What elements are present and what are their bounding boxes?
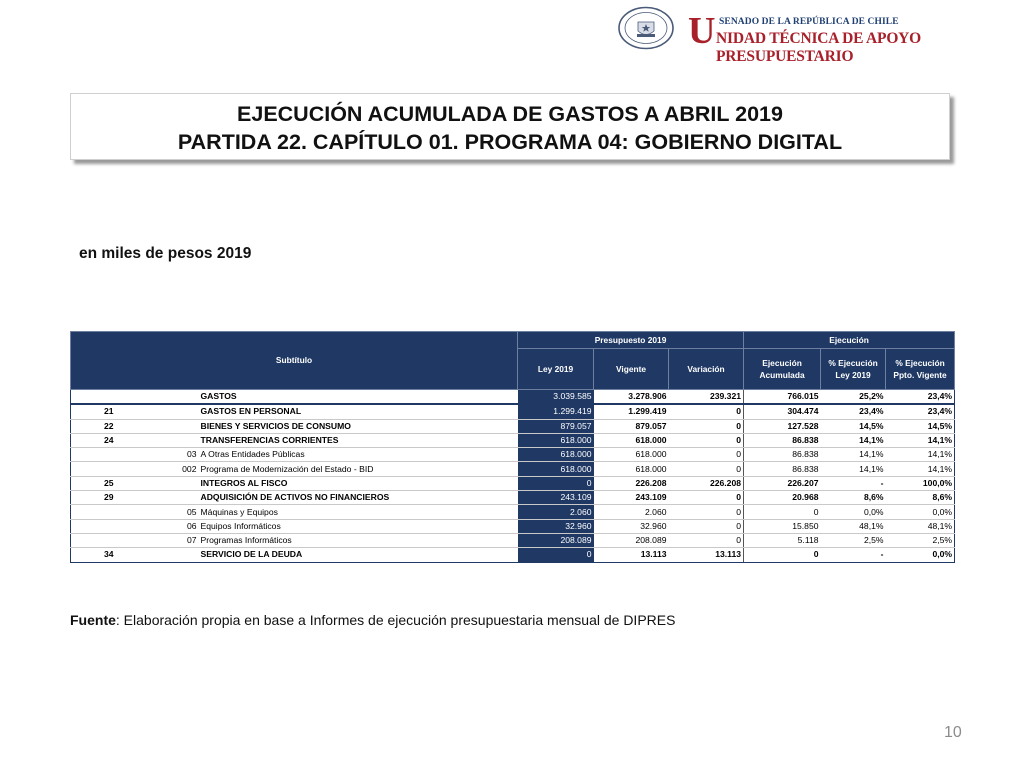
cell-item: 03	[147, 448, 199, 462]
table-row	[71, 448, 955, 462]
cell-variacion: 0	[669, 533, 744, 547]
cell-item: 07	[147, 533, 199, 547]
cell-variacion: 0	[669, 505, 744, 519]
table-row	[71, 491, 955, 505]
cell-vigente: 618.000	[594, 462, 669, 476]
cell-ley: 0	[518, 476, 594, 490]
cell-denominacion: Máquinas y Equipos	[199, 505, 518, 519]
cell-subtitulo: 25	[71, 476, 147, 490]
cell-pct-vigente: 0,0%	[886, 548, 955, 562]
cell-ejecucion: 766.015	[744, 390, 821, 405]
header-pct-vigente: % Ejecución Ppto. Vigente	[886, 349, 955, 390]
table-row	[71, 519, 955, 533]
cell-ejecucion: 304.474	[744, 404, 821, 419]
cell-item: 05	[147, 505, 199, 519]
cell-variacion: 0	[669, 433, 744, 447]
cell-denominacion: INTEGROS AL FISCO	[199, 476, 518, 490]
table-row	[71, 505, 955, 519]
cell-pct-vigente: 48,1%	[886, 519, 955, 533]
cell-pct-vigente: 2,5%	[886, 533, 955, 547]
cell-ejecucion: 0	[744, 548, 821, 562]
cell-ley: 879.057	[518, 419, 594, 433]
cell-vigente: 243.109	[594, 491, 669, 505]
cell-pct-ley: 14,5%	[821, 419, 886, 433]
cell-item	[147, 548, 199, 562]
header-ejecucion: Ejecución	[744, 332, 955, 349]
cell-variacion: 0	[669, 419, 744, 433]
cell-pct-ley: 14,1%	[821, 462, 886, 476]
cell-pct-ley: 8,6%	[821, 491, 886, 505]
header-ejecucion-acumulada: Ejecución Acumulada	[744, 349, 821, 390]
cell-pct-ley: 25,2%	[821, 390, 886, 405]
page-number: 10	[944, 724, 962, 741]
cell-variacion: 13.113	[669, 548, 744, 562]
cell-pct-vigente: 14,1%	[886, 448, 955, 462]
header-pct-ley: % Ejecución Ley 2019	[821, 349, 886, 390]
cell-item	[147, 404, 199, 419]
cell-variacion: 0	[669, 491, 744, 505]
table-row	[71, 419, 955, 433]
source-text: : Elaboración propia en base a Informes de ejecución presupuestaria mensual de DIPRES	[115, 612, 676, 628]
cell-denominacion: Equipos Informáticos	[199, 519, 518, 533]
units-label: en miles de pesos 2019	[79, 245, 252, 262]
cell-ejecucion: 0	[744, 505, 821, 519]
cell-vigente: 208.089	[594, 533, 669, 547]
budget-table	[70, 331, 955, 563]
cell-pct-vigente: 14,1%	[886, 433, 955, 447]
cell-subtitulo: 21	[71, 404, 147, 419]
cell-pct-ley: 2,5%	[821, 533, 886, 547]
cell-pct-vigente: 0,0%	[886, 505, 955, 519]
cell-ejecucion: 86.838	[744, 448, 821, 462]
brand-initial: U	[688, 10, 716, 52]
cell-subtitulo	[71, 533, 147, 547]
cell-pct-ley: 0,0%	[821, 505, 886, 519]
cell-item	[147, 390, 199, 405]
cell-item: 06	[147, 519, 199, 533]
cell-subtitulo	[71, 390, 147, 405]
brand-senate-text: SENADO DE LA REPÚBLICA DE CHILE	[719, 17, 899, 27]
cell-item	[147, 476, 199, 490]
cell-pct-ley: -	[821, 476, 886, 490]
cell-ley: 2.060	[518, 505, 594, 519]
cell-ejecucion: 5.118	[744, 533, 821, 547]
header-subtitulo: Subtítulo	[71, 332, 518, 390]
cell-item	[147, 433, 199, 447]
cell-denominacion: GASTOS EN PERSONAL	[199, 404, 518, 419]
cell-subtitulo	[71, 519, 147, 533]
slide-title-box	[70, 93, 950, 160]
title-line-2: PARTIDA 22. CAPÍTULO 01. PROGRAMA 04: GOBIERNO DIGITAL	[177, 130, 843, 154]
header-presupuesto: Presupuesto 2019	[518, 332, 744, 349]
cell-vigente: 3.278.906	[594, 390, 669, 405]
cell-variacion: 0	[669, 404, 744, 419]
cell-pct-vigente: 14,5%	[886, 419, 955, 433]
cell-ley: 1.299.419	[518, 404, 594, 419]
cell-pct-ley: 23,4%	[821, 404, 886, 419]
cell-denominacion: TRANSFERENCIAS CORRIENTES	[199, 433, 518, 447]
source-label: Fuente	[70, 612, 116, 628]
cell-ley: 618.000	[518, 433, 594, 447]
cell-subtitulo: 34	[71, 548, 147, 562]
cell-vigente: 2.060	[594, 505, 669, 519]
cell-denominacion: BIENES Y SERVICIOS DE CONSUMO	[199, 419, 518, 433]
senate-seal-icon	[617, 6, 675, 50]
cell-vigente: 226.208	[594, 476, 669, 490]
cell-variacion: 0	[669, 462, 744, 476]
cell-vigente: 879.057	[594, 419, 669, 433]
table-row	[71, 462, 955, 476]
cell-variacion: 0	[669, 448, 744, 462]
cell-pct-vigente: 23,4%	[886, 390, 955, 405]
cell-subtitulo	[71, 448, 147, 462]
cell-vigente: 618.000	[594, 448, 669, 462]
header-variacion: Variación	[669, 349, 744, 390]
cell-ley: 0	[518, 548, 594, 562]
cell-vigente: 618.000	[594, 433, 669, 447]
table-row	[71, 404, 955, 419]
cell-item	[147, 491, 199, 505]
cell-ejecucion: 127.528	[744, 419, 821, 433]
cell-ley: 618.000	[518, 462, 594, 476]
cell-vigente: 32.960	[594, 519, 669, 533]
cell-vigente: 13.113	[594, 548, 669, 562]
cell-pct-ley: 48,1%	[821, 519, 886, 533]
cell-ley: 3.039.585	[518, 390, 594, 405]
header-vigente: Vigente	[594, 349, 669, 390]
cell-ley: 243.109	[518, 491, 594, 505]
cell-subtitulo	[71, 505, 147, 519]
brand-unit-name: NIDAD TÉCNICA DE APOYO PRESUPUESTARIO	[716, 30, 922, 65]
cell-pct-vigente: 100,0%	[886, 476, 955, 490]
cell-subtitulo: 29	[71, 491, 147, 505]
cell-denominacion: GASTOS	[199, 390, 518, 405]
cell-pct-vigente: 23,4%	[886, 404, 955, 419]
cell-denominacion: Programas Informáticos	[199, 533, 518, 547]
cell-pct-vigente: 8,6%	[886, 491, 955, 505]
cell-pct-vigente: 14,1%	[886, 462, 955, 476]
cell-denominacion: Programa de Modernización del Estado - BID	[199, 462, 518, 476]
cell-ejecucion: 226.207	[744, 476, 821, 490]
cell-pct-ley: 14,1%	[821, 448, 886, 462]
cell-variacion: 239.321	[669, 390, 744, 405]
cell-ejecucion: 86.838	[744, 433, 821, 447]
table-row	[71, 533, 955, 547]
cell-subtitulo: 24	[71, 433, 147, 447]
cell-ejecucion: 86.838	[744, 462, 821, 476]
cell-ejecucion: 20.968	[744, 491, 821, 505]
cell-ejecucion: 15.850	[744, 519, 821, 533]
table-row	[71, 548, 955, 562]
cell-pct-ley: 14,1%	[821, 433, 886, 447]
cell-denominacion: A Otras Entidades Públicas	[199, 448, 518, 462]
cell-subtitulo	[71, 462, 147, 476]
table-row	[71, 476, 955, 490]
source-note	[70, 612, 675, 628]
cell-ley: 32.960	[518, 519, 594, 533]
cell-denominacion: ADQUISICIÓN DE ACTIVOS NO FINANCIEROS	[199, 491, 518, 505]
cell-item: 002	[147, 462, 199, 476]
table-row	[71, 433, 955, 447]
title-line-1: EJECUCIÓN ACUMULADA DE GASTOS A ABRIL 2019	[237, 102, 783, 126]
cell-item	[147, 419, 199, 433]
cell-vigente: 1.299.419	[594, 404, 669, 419]
cell-denominacion: SERVICIO DE LA DEUDA	[199, 548, 518, 562]
cell-ley: 618.000	[518, 448, 594, 462]
header-ley: Ley 2019	[518, 349, 594, 390]
cell-ley: 208.089	[518, 533, 594, 547]
table-row	[71, 390, 955, 405]
cell-variacion: 226.208	[669, 476, 744, 490]
cell-subtitulo: 22	[71, 419, 147, 433]
cell-variacion: 0	[669, 519, 744, 533]
cell-pct-ley: -	[821, 548, 886, 562]
budget-table-container	[70, 331, 955, 563]
